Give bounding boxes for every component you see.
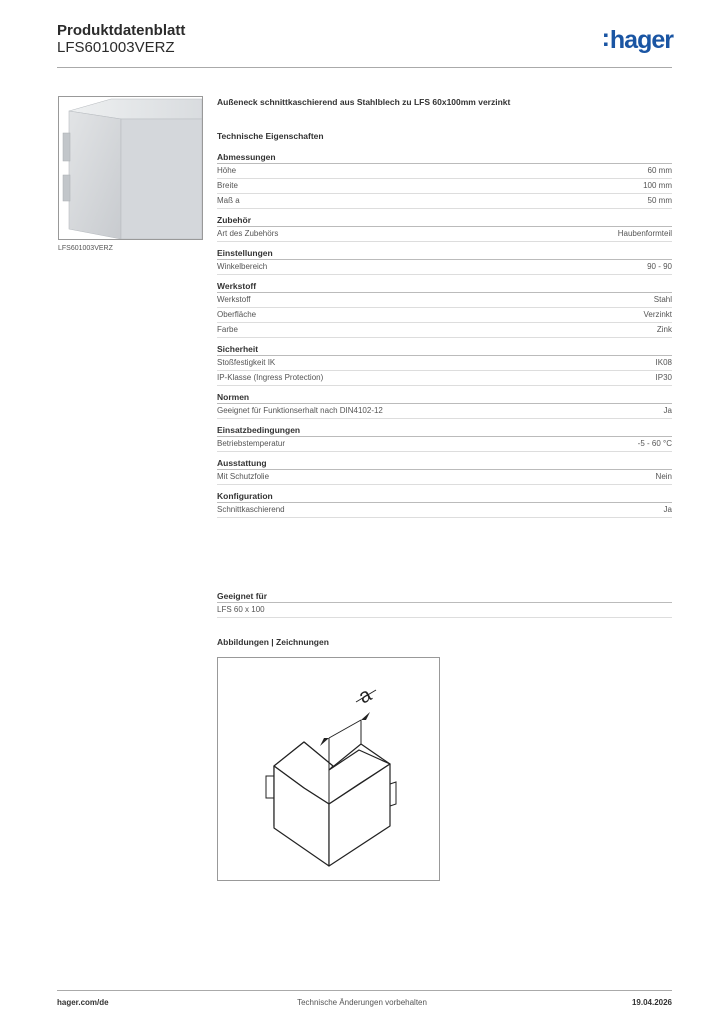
product-description: Außeneck schnittkaschierend aus Stahlblech zu LFS 60x100mm verzinkt bbox=[217, 97, 511, 107]
spec-section bbox=[217, 457, 672, 485]
spec-label: Maß a bbox=[217, 196, 240, 205]
spec-value: Haubenformteil bbox=[617, 229, 672, 238]
footer-date: 19.04.2026 bbox=[631, 998, 672, 1007]
spec-label: IP-Klasse (Ingress Protection) bbox=[217, 373, 324, 382]
dimension-label: a bbox=[355, 683, 376, 709]
corner-drawing bbox=[218, 658, 439, 880]
spec-label: Stoßfestigkeit IK bbox=[217, 358, 276, 367]
product-code: LFS601003VERZ bbox=[57, 39, 175, 56]
photo-caption: LFS601003VERZ bbox=[58, 245, 113, 252]
spec-section-title: Werkstoff bbox=[217, 280, 672, 293]
spec-value: IK08 bbox=[655, 358, 672, 367]
product-photo-image bbox=[59, 97, 202, 239]
spec-value: Ja bbox=[663, 505, 672, 514]
footer-website[interactable]: hager.com/de bbox=[57, 998, 109, 1007]
spec-value: -5 - 60 °C bbox=[637, 439, 672, 448]
spec-value: Stahl bbox=[653, 295, 672, 304]
suitable-for-value: LFS 60 x 100 bbox=[217, 603, 672, 618]
spec-section-title: Normen bbox=[217, 391, 672, 404]
spec-section bbox=[217, 490, 672, 518]
product-photo bbox=[58, 96, 203, 240]
spec-label: Geeignet für Funktionserhalt nach DIN4102-12 bbox=[217, 406, 383, 415]
header-divider bbox=[57, 67, 672, 68]
product-details bbox=[217, 96, 672, 523]
page-title: Produktdatenblatt bbox=[57, 22, 186, 39]
spec-label: Betriebstemperatur bbox=[217, 439, 286, 448]
spec-row bbox=[217, 194, 672, 209]
drawings-heading: Abbildungen | Zeichnungen bbox=[217, 637, 329, 647]
spec-row bbox=[217, 437, 672, 452]
spec-value: Zink bbox=[656, 325, 672, 334]
spec-value: Ja bbox=[663, 406, 672, 415]
spec-label: Schnittkaschierend bbox=[217, 505, 285, 514]
spec-section-title: Zubehör bbox=[217, 214, 672, 227]
logo-prefix: : bbox=[601, 24, 609, 52]
spec-row bbox=[217, 371, 672, 386]
spec-value: 90 - 90 bbox=[647, 262, 672, 271]
logo-text: hager bbox=[609, 26, 673, 54]
spec-value: Nein bbox=[655, 472, 672, 481]
spec-section-title: Einsatzbedingungen bbox=[217, 424, 672, 437]
suitable-for-title: Geeignet für bbox=[217, 590, 672, 603]
hager-logo[interactable] bbox=[602, 26, 673, 55]
spec-row bbox=[217, 356, 672, 371]
spec-label: Breite bbox=[217, 181, 238, 190]
spec-row bbox=[217, 227, 672, 242]
spec-label: Art des Zubehörs bbox=[217, 229, 279, 238]
technical-drawing bbox=[217, 657, 440, 881]
spec-section bbox=[217, 424, 672, 452]
spec-label: Oberfläche bbox=[217, 310, 257, 319]
footer-divider bbox=[57, 990, 672, 991]
spec-label: Farbe bbox=[217, 325, 238, 334]
spec-row bbox=[217, 404, 672, 419]
spec-value: 50 mm bbox=[647, 196, 672, 205]
spec-section bbox=[217, 247, 672, 275]
spec-value: Verzinkt bbox=[643, 310, 672, 319]
spec-section bbox=[217, 343, 672, 386]
spec-label: Werkstoff bbox=[217, 295, 251, 304]
spec-section-title: Einstellungen bbox=[217, 247, 672, 260]
technical-properties-heading: Technische Eigenschaften bbox=[217, 131, 324, 141]
spec-row bbox=[217, 308, 672, 323]
spec-row bbox=[217, 260, 672, 275]
spec-section-title: Sicherheit bbox=[217, 343, 672, 356]
spec-value: 60 mm bbox=[647, 166, 672, 175]
spec-section bbox=[217, 214, 672, 242]
spec-row bbox=[217, 470, 672, 485]
spec-row bbox=[217, 164, 672, 179]
spec-label: Höhe bbox=[217, 166, 237, 175]
spec-row bbox=[217, 503, 672, 518]
spec-value: IP30 bbox=[655, 373, 672, 382]
spec-section-title: Konfiguration bbox=[217, 490, 672, 503]
spec-row bbox=[217, 323, 672, 338]
spec-section-title: Abmessungen bbox=[217, 151, 672, 164]
spec-row bbox=[217, 179, 672, 194]
spec-section bbox=[217, 280, 672, 338]
spec-label: Mit Schutzfolie bbox=[217, 472, 270, 481]
spec-row bbox=[217, 293, 672, 308]
spec-section bbox=[217, 391, 672, 419]
suitable-for bbox=[217, 590, 672, 618]
spec-label: Winkelbereich bbox=[217, 262, 268, 271]
technical-sections bbox=[217, 151, 672, 518]
spec-section-title: Ausstattung bbox=[217, 457, 672, 470]
spec-value: 100 mm bbox=[643, 181, 672, 190]
footer-notice: Technische Änderungen vorbehalten bbox=[297, 998, 427, 1007]
spec-section bbox=[217, 151, 672, 209]
